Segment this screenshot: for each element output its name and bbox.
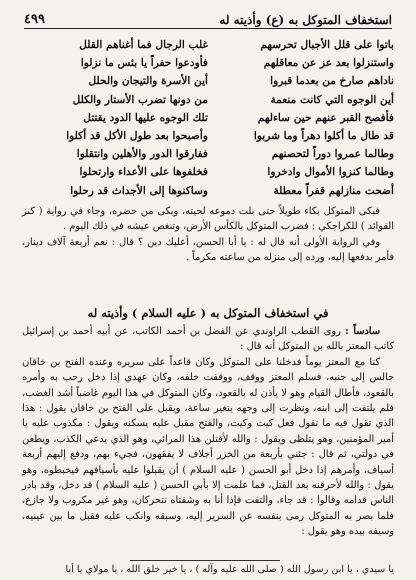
poem [22, 36, 394, 200]
second-hemistich: وساكنوها إلى الأجداث قد رحلوا [70, 184, 208, 197]
poem-verse [22, 36, 394, 54]
paragraph-chain-text: روى القطب الراوندي عن الفضل بن أحمد الكاتب، عن أبيه أحمد بن إسرائيل كاتب المعتز بالله بن المتوكل أنه قال : [22, 326, 394, 353]
first-hemistich: وطالما كنزوا الأموال وادخروا [267, 166, 394, 179]
running-title: استخفاف المتوكل به (ع) وأذيته له [219, 13, 392, 27]
poem-verse [22, 145, 394, 163]
first-hemistich: أين الوجوه التي كانت منعمة [270, 93, 394, 106]
second-hemistich: فأودعوا حفراً يا بئس ما نزلوا [80, 57, 208, 70]
narration-block [22, 204, 394, 266]
poem-verse [22, 182, 394, 200]
separator-rule [130, 560, 280, 561]
paragraph-weeping: فبكى المتوكل بكاء طويلاً حتى بلت دموعه لحيته، وبكى من حضره، وجاء في رواية ( كنز الفوائد ) للكراجكي : فضرب المتوكل بالكأس الأرض، وتنغص عيشه في ذلك اليوم . [22, 206, 394, 233]
section-title: في استخفاف المتوكل به ( عليه السلام ) وأذيته له [87, 306, 329, 320]
first-hemistich: باتوا على قلل الأجبال تحرسهم [260, 39, 394, 51]
poem-verse [22, 127, 394, 145]
paragraph-story: كنا مع المعتز يوماً فدخلنا على المتوكل وكان قاعداً على سريره وعنده الفتح بن خاقان جالس إلى جنبه، فسلم المعتز ووقف، ووقفت خلفه، وكان عهدي إذا دخل رحب به وأمره بالقعود، فأطال القيام وهو لا يأذن له بالقعود، وكان المتوكل في هذا اليوم غاضباً أشد الغضب، فلم يلتفت إلى ابنه، ونظرت إلى وجهه يتغير ساعة، ويقبل على الفتح بن خاقان يقول : هذا الذي تقول فيه ما تقول فعل كيت وكيت، والفتح مقبل عليه يسكنه ويقول : مكذوب عليه يا أمير المؤمنين، وهو يتلظى ويقول : والله لأقتلن هذا المرائي، وهو الذي يدعي الكذب، ويطعن في دولتي، ثم قال : جئني بأربعة من الخزر أجلاف لا يفقهون، فجيء بهم، ودفع إليهم أربعة أسياف، وأمرهم إذا دخل أبو الحسن ( عليه السلام ) أن يقبلوا عليه بأسيافهم فيخبطوه، وهو يقول : والله لأحرقنه بعد القتل، فما علمت إلا بأبي الحسن ( عليه السلام ) قد دخل، وقد بادر الناس قدامه وقالوا : قد جاء، والتفت فإذا أنا به وشفتاه تتحركان، وهو غير مكروب ولا جازع، فلما بصر به المتوكل رمى بنفسه عن السرير إليه، وسبقه وانكب عليه فقبل ما بين عينيه، وسيفه بيده وهو يقول : [22, 356, 394, 538]
paragraph-continued: يا سيدي ، يا ابن رسول الله ( صلى الله عليه وآله ) ، يا خير خلق الله ، يا مولاي يا أبا [65, 564, 394, 575]
poem-verse [22, 54, 394, 72]
poem-verse [22, 109, 394, 127]
page-number: ٤٩٩ [24, 12, 45, 27]
second-hemistich: تلك الوجوه عليها الدود يقتتل [83, 111, 208, 124]
first-hemistich: ناداهم صارخ من بعدما قبروا [270, 75, 394, 88]
paragraph-chain [22, 324, 394, 355]
first-hemistich: واستنزلوا بعد عز عن معاقلهم [263, 57, 394, 70]
first-hemistich: قد طال ما أكلوا دهراً وما شربوا [253, 129, 394, 142]
poem-verse [22, 91, 394, 109]
section-label: سادساً : [345, 326, 380, 337]
second-hemistich: غلب الرجال فما أغناهم القلل [79, 39, 208, 51]
first-hemistich: فأفصح القبر عنهم حين ساءلهم [257, 111, 394, 124]
first-hemistich: أضحت منازلهم قفراً معطلة [273, 184, 394, 197]
paragraph-debt: وفي الرواية الأولى أنه قال له : يا أبا الحسن، أعليك دين ؟ قال : نعم أربعة آلاف دينار، فأمر بدفعها إليه، ورده إلى منزله من ساعته مكرماً . [22, 236, 394, 264]
second-hemistich: وأصبحوا بعد طول الأكل قد أكلوا [66, 129, 208, 142]
second-hemistich: أين الأسرة والتيجان والحلل [88, 75, 208, 88]
second-hemistich: من دونها تضرب الأستار والكلل [72, 93, 208, 106]
second-hemistich: ففارقوا الدور والأهلين وانتقلوا [76, 148, 208, 161]
main-text [22, 324, 394, 540]
first-hemistich: وطالما عمروا دوراً لتحصنهم [271, 148, 394, 161]
running-header [24, 10, 392, 29]
second-hemistich: فخلفوها على الأعداء وارتحلوا [79, 166, 208, 179]
poem-verse [22, 163, 394, 181]
poem-verse [22, 72, 394, 90]
